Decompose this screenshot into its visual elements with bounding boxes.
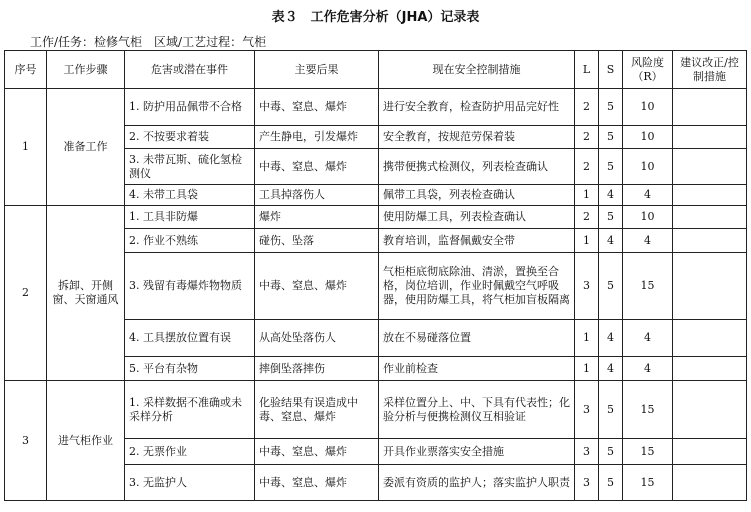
consequence-cell: 化验结果有误造成中毒、窒息、爆炸 <box>255 381 379 439</box>
s-cell: 5 <box>599 381 623 439</box>
control-cell: 教育培训，监督佩戴安全带 <box>379 229 575 253</box>
hazard-cell: 2. 不按要求着装 <box>125 126 255 149</box>
suggestion-cell <box>673 253 747 320</box>
l-cell: 3 <box>575 253 599 320</box>
control-cell: 气柜柜底彻底除油、清淤，置换至合格，岗位培训，作业时佩戴空气呼吸器，使用防爆工具，将气柜加盲板隔离 <box>379 253 575 320</box>
consequence-cell: 中毒、窒息、爆炸 <box>255 149 379 185</box>
consequence-cell: 中毒、窒息、爆炸 <box>255 439 379 465</box>
risk-cell: 10 <box>623 89 673 126</box>
hazard-cell: 2. 作业不熟练 <box>125 229 255 253</box>
l-cell: 1 <box>575 320 599 357</box>
l-cell: 3 <box>575 465 599 501</box>
s-cell: 4 <box>599 320 623 357</box>
hazard-cell: 1. 工具非防爆 <box>125 206 255 229</box>
s-cell: 5 <box>599 149 623 185</box>
consequence-cell: 产生静电，引发爆炸 <box>255 126 379 149</box>
table-row <box>5 381 747 439</box>
table-row <box>5 206 747 229</box>
risk-cell: 15 <box>623 381 673 439</box>
s-cell: 4 <box>599 357 623 381</box>
suggestion-cell <box>673 206 747 229</box>
l-cell: 3 <box>575 381 599 439</box>
control-cell: 采样位置分上、中、下具有代表性；化验分析与便携检测仪互相验证 <box>379 381 575 439</box>
risk-cell: 4 <box>623 185 673 206</box>
hazard-cell: 3. 无监护人 <box>125 465 255 501</box>
hazard-cell: 1. 采样数据不准确或未采样分析 <box>125 381 255 439</box>
consequence-cell: 碰伤、坠落 <box>255 229 379 253</box>
suggestion-cell <box>673 439 747 465</box>
s-cell: 4 <box>599 229 623 253</box>
group-no: 1 <box>5 89 47 206</box>
l-cell: 2 <box>575 206 599 229</box>
control-cell: 使用防爆工具，列表检查确认 <box>379 206 575 229</box>
risk-cell: 10 <box>623 206 673 229</box>
consequence-cell: 从高处坠落伤人 <box>255 320 379 357</box>
risk-cell: 10 <box>623 149 673 185</box>
suggestion-cell <box>673 126 747 149</box>
consequence-cell: 中毒、窒息、爆炸 <box>255 465 379 501</box>
header-risk: 风险度（R） <box>623 51 673 89</box>
suggestion-cell <box>673 320 747 357</box>
consequence-cell: 中毒、窒息、爆炸 <box>255 89 379 126</box>
suggestion-cell <box>673 185 747 206</box>
group-no: 3 <box>5 381 47 501</box>
l-cell: 1 <box>575 229 599 253</box>
s-cell: 5 <box>599 439 623 465</box>
hazard-cell: 3. 残留有毒爆炸物物质 <box>125 253 255 320</box>
table-title: 表３ 工作危害分析（JHA）记录表 <box>271 10 480 25</box>
risk-cell: 15 <box>623 439 673 465</box>
s-cell: 5 <box>599 206 623 229</box>
risk-cell: 4 <box>623 320 673 357</box>
header-suggestion: 建议改正/控制措施 <box>673 51 747 89</box>
suggestion-cell <box>673 381 747 439</box>
control-cell: 携带便携式检测仪，列表检查确认 <box>379 149 575 185</box>
risk-cell: 15 <box>623 465 673 501</box>
header-row <box>5 51 747 89</box>
consequence-cell: 工具掉落伤人 <box>255 185 379 206</box>
l-cell: 1 <box>575 357 599 381</box>
group-no: 2 <box>5 206 47 381</box>
risk-cell: 15 <box>623 253 673 320</box>
l-cell: 2 <box>575 89 599 126</box>
l-cell: 3 <box>575 439 599 465</box>
header-l: L <box>575 51 599 89</box>
table-row <box>5 89 747 126</box>
hazard-cell: 1. 防护用品佩带不合格 <box>125 89 255 126</box>
header-control: 现在安全控制措施 <box>379 51 575 89</box>
hazard-cell: 4. 未带工具袋 <box>125 185 255 206</box>
hazard-cell: 2. 无票作业 <box>125 439 255 465</box>
control-cell: 作业前检查 <box>379 357 575 381</box>
s-cell: 5 <box>599 253 623 320</box>
header-hazard: 危害或潜在事件 <box>125 51 255 89</box>
l-cell: 1 <box>575 185 599 206</box>
control-cell: 进行安全教育，检查防护用品完好性 <box>379 89 575 126</box>
s-cell: 5 <box>599 465 623 501</box>
risk-cell: 4 <box>623 229 673 253</box>
s-cell: 5 <box>599 89 623 126</box>
suggestion-cell <box>673 89 747 126</box>
risk-cell: 10 <box>623 126 673 149</box>
consequence-cell: 爆炸 <box>255 206 379 229</box>
l-cell: 2 <box>575 149 599 185</box>
group-step: 拆卸、开侧窗、天窗通风 <box>47 206 125 381</box>
header-consequence: 主要后果 <box>255 51 379 89</box>
header-no: 序号 <box>5 51 47 89</box>
jha-table <box>4 50 747 501</box>
header-s: S <box>599 51 623 89</box>
control-cell: 放在不易碰落位置 <box>379 320 575 357</box>
suggestion-cell <box>673 357 747 381</box>
s-cell: 5 <box>599 126 623 149</box>
hazard-cell: 3. 未带瓦斯、硫化氢检测仪 <box>125 149 255 185</box>
risk-cell: 4 <box>623 357 673 381</box>
control-cell: 佩带工具袋，列表检查确认 <box>379 185 575 206</box>
suggestion-cell <box>673 149 747 185</box>
table-subtitle: 工作/任务：检修气柜 区域/工艺过程：气柜 <box>30 35 267 49</box>
control-cell: 委派有资质的监护人；落实监护人职责 <box>379 465 575 501</box>
consequence-cell: 中毒、窒息、爆炸 <box>255 253 379 320</box>
control-cell: 开具作业票落实安全措施 <box>379 439 575 465</box>
hazard-cell: 5. 平台有杂物 <box>125 357 255 381</box>
control-cell: 安全教育，按规范劳保着装 <box>379 126 575 149</box>
group-step: 准备工作 <box>47 89 125 206</box>
l-cell: 2 <box>575 126 599 149</box>
suggestion-cell <box>673 465 747 501</box>
group-step: 进气柜作业 <box>47 381 125 501</box>
suggestion-cell <box>673 229 747 253</box>
header-step: 工作步骤 <box>47 51 125 89</box>
consequence-cell: 摔倒坠落摔伤 <box>255 357 379 381</box>
hazard-cell: 4. 工具摆放位置有误 <box>125 320 255 357</box>
s-cell: 4 <box>599 185 623 206</box>
